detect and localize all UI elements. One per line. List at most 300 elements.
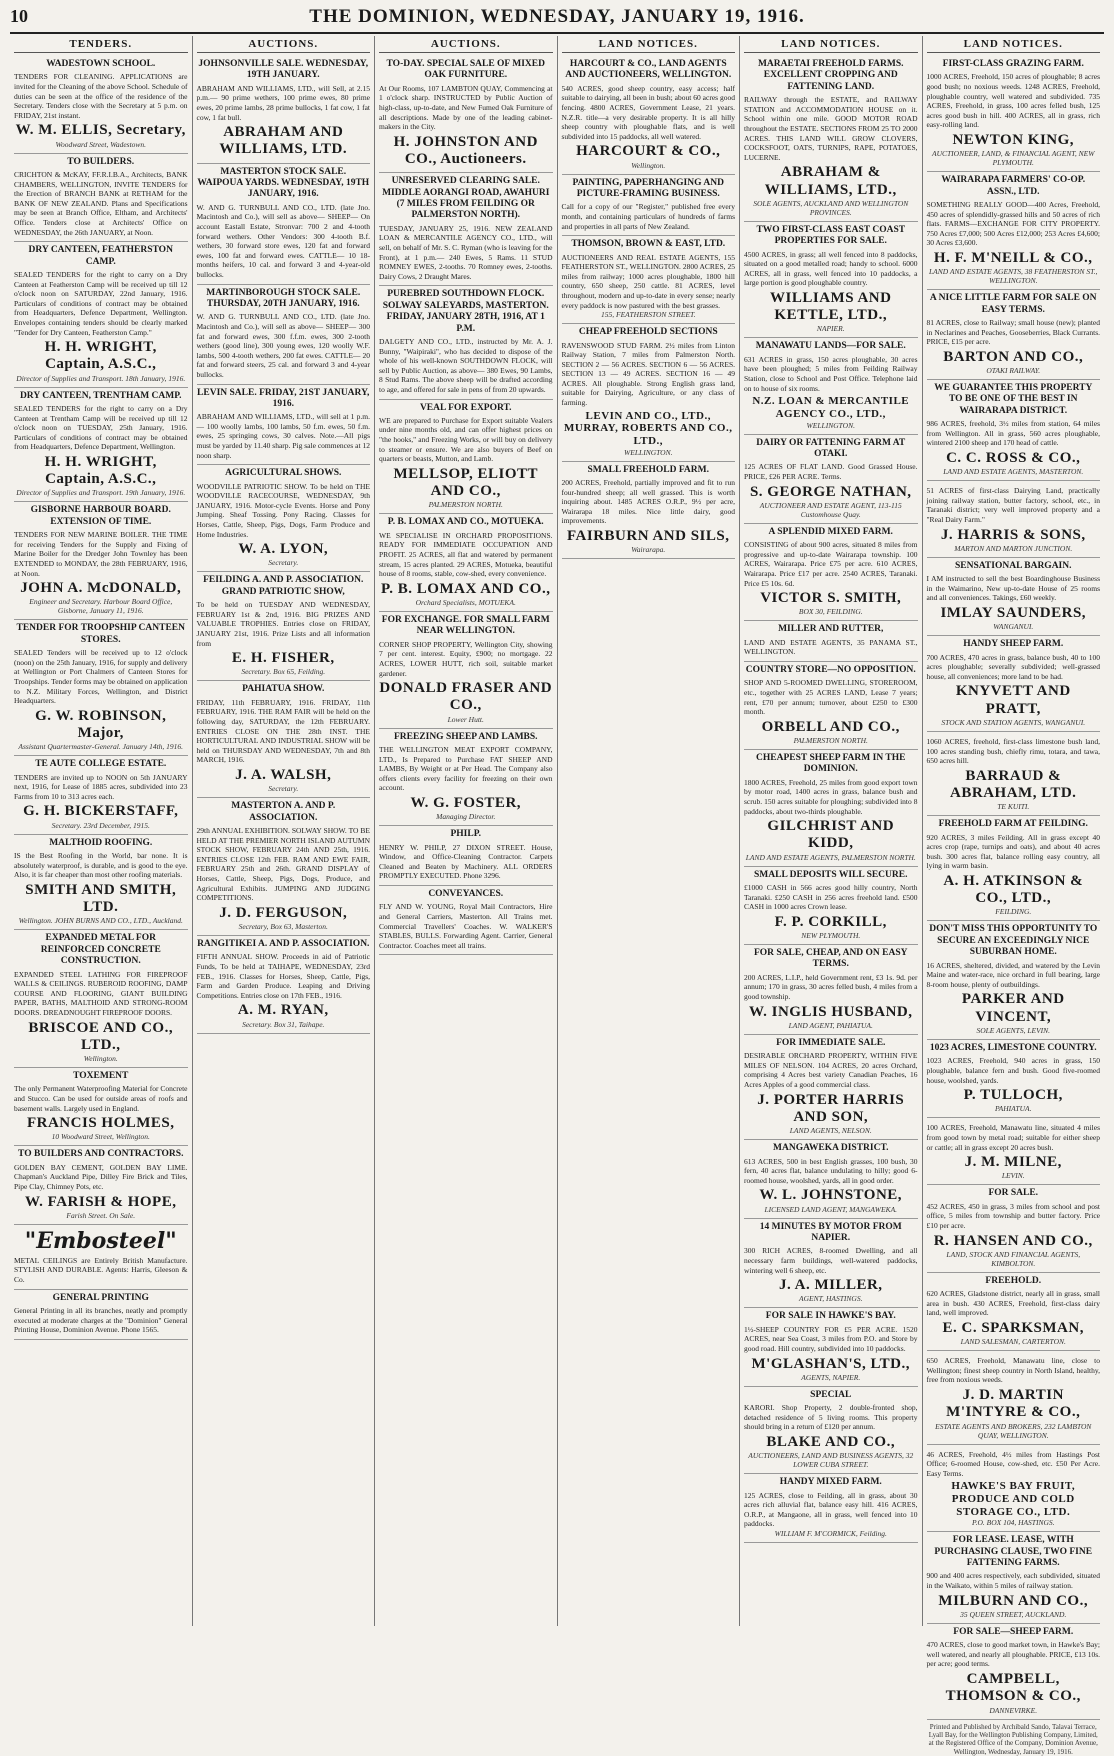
advertisement	[379, 56, 553, 173]
advertisement	[197, 465, 371, 572]
ad-signature: ORBELL AND CO.,	[744, 719, 918, 736]
advertisement	[744, 867, 918, 945]
ad-heading: AGRICULTURAL SHOWS.	[197, 468, 371, 479]
ad-signature: W. L. JOHNSTONE,	[744, 1187, 918, 1204]
ad-body-text: General Printing in all its branches, neatly and promptly executed at moderate charges at the "Dominion" General Printing House, Dominion Avenue. Phone 1565.	[14, 1306, 188, 1335]
column-heading: LAND NOTICES.	[744, 36, 918, 53]
ad-signature: W. M. ELLIS, Secretary,	[14, 122, 188, 139]
ad-address: Managing Director.	[379, 812, 553, 821]
ad-address: NAPIER.	[744, 324, 918, 333]
masthead-title: THE DOMINION, WEDNESDAY, JANUARY 19, 1916.	[70, 6, 1044, 28]
ad-body-text: SEALED TENDERS for the right to carry on a Dry Canteen at Trentham Camp will be received up till 12 o'clock noon on TUESDAY, 25th January, 1916. Particulars of conditions of contract may be obtained from Headquarters, Defence Department, Wellington.	[14, 404, 188, 452]
advertisement	[14, 930, 188, 1068]
ad-signature: MELLSOP, ELIOTT AND CO.,	[379, 466, 553, 501]
ad-signature: J. PORTER HARRIS AND SON,	[744, 1092, 918, 1127]
ad-address: Wairarapa.	[562, 545, 736, 554]
ad-address: 10 Woodward Street, Wellington.	[14, 1132, 188, 1141]
ad-body-text: EXPANDED STEEL LATHING FOR FIREPROOF WALLS & CEILINGS. RUBEROID ROOFING, DAMP COURSE AND FLOORING, GIANT BUILDING PAPER, BATHS, MALTHOID AND STRONG-ROOM DOORS. DREADNOUGHT FIREPROOF DOORS.	[14, 970, 188, 1018]
ad-body-text: SEALED TENDERS for the right to carry on a Dry Canteen at Featherston Camp will be received up till 12 o'clock noon on SATURDAY, 22nd January, 1916. Particulars of conditions of contract may be obtained from Headquarters, Defence Department, Wellington. Envelopes containing tenders should be clearly marked "Tender for Dry Canteen, Featherston Camp."	[14, 270, 188, 337]
ad-body-text: 51 ACRES of first-class Dairying Land, practically joining railway station, butter factory, school, etc., in Taranaki district; very well improved property and a "Real Dairy Farm."	[927, 486, 1101, 524]
ad-address: Farish Street. On Sale.	[14, 1211, 188, 1220]
ad-heading: MALTHOID ROOFING.	[14, 838, 188, 849]
column-heading: AUCTIONS.	[379, 36, 553, 53]
ad-signature: W. FARISH & HOPE,	[14, 1194, 188, 1211]
ad-body-text: 46 ACRES, Freehold, 4½ miles from Hastings Post Office; 6-roomed House, cow-shed, etc. £50 Per Acre. Easy Terms.	[927, 1450, 1101, 1479]
ad-address: Engineer and Secretary. Harbour Board Office, Gisborne, January 11, 1916.	[14, 597, 188, 615]
ad-heading: FEILDING A. AND P. ASSOCIATION. GRAND PATRIOTIC SHOW,	[197, 575, 371, 598]
ad-heading: WE GUARANTEE THIS PROPERTY TO BE ONE OF THE BEST IN WAIRARAPA DISTRICT.	[927, 383, 1101, 417]
advertisement	[562, 175, 736, 237]
ad-body-text: SEALED Tenders will be received up to 12 o'clock (noon) on the 25th January, 1916, for supply and delivery at Wellington or Port Chalmers of Canteen Stores for Troopships. Tender forms may be obtained on application to N.Z. Military Forces, Wellington, and District Headquarters.	[14, 648, 188, 706]
ad-heading: MARTINBOROUGH STOCK SALE. THURSDAY, 20TH JANUARY, 1916.	[197, 288, 371, 311]
advertisement	[562, 324, 736, 461]
advertisement	[744, 662, 918, 750]
advertisement	[744, 1035, 918, 1140]
ad-body-text: LAND AND ESTATE AGENTS, 35 PANAMA ST., WELLINGTON.	[744, 638, 918, 657]
ad-signature: C. C. ROSS & CO.,	[927, 450, 1101, 467]
ad-address: Secretary. Box 31, Taihape.	[197, 1020, 371, 1029]
advertisement	[197, 936, 371, 1034]
ad-body-text: TENDERS FOR CLEANING. APPLICATIONS are invited for the Cleaning of the above School. Schedule of duties can be seen at the office of the residence of the Secretary. Tenders close with the Secretary at 5 p.m. on FRIDAY, 21st instant.	[14, 72, 188, 120]
ad-signature: E. H. FISHER,	[197, 650, 371, 667]
ad-signature: WILLIAMS AND KETTLE, LTD.,	[744, 290, 918, 325]
ad-address: LAND AGENTS, NELSON.	[744, 1126, 918, 1135]
advertisement	[379, 400, 553, 515]
advertisement	[744, 1219, 918, 1309]
advertisement	[927, 1185, 1101, 1272]
advertisement	[927, 380, 1101, 481]
ad-heading: COUNTRY STORE—NO OPPOSITION.	[744, 665, 918, 676]
ad-address: LEVIN.	[927, 1171, 1101, 1180]
ad-heading: GISBORNE HARBOUR BOARD. EXTENSION OF TIME.	[14, 505, 188, 528]
ad-address: Director of Supplies and Transport. 18th January, 1916.	[14, 374, 188, 383]
advertisement	[927, 1624, 1101, 1720]
ad-signature: IMLAY SAUNDERS,	[927, 605, 1101, 622]
ad-body-text: RAILWAY through the ESTATE, and RAILWAY STATION and ACCOMMODATION HOUSE on it. School within one mile. GOOD MOTOR ROAD throughout the ESTATE. SECTIONS FROM 25 TO 2000 ACRES. THIS LAND WILL GROW CLOVERS, COCKSFOOT, OATS, TURNIPS, RAPE, POTATOES, LUCERNE.	[744, 95, 918, 162]
ad-body-text: 470 ACRES, close to good market town, in Hawke's Bay; well watered, and nearly all ploughable. PRICE, £13 10s. per acre; good terms.	[927, 1640, 1101, 1669]
ad-body-text: TENDERS are invited up to NOON on 5th JANUARY next, 1916, for Lease of 1885 acres, subdivided into 23 Farms from 10 to 313 acres each.	[14, 773, 188, 802]
advertisement	[927, 290, 1101, 380]
advertisement	[379, 612, 553, 729]
imprint-footer: Printed and Published by Archibald Sando, Talavai Terrace, Lyall Bay, for the Wellington Publishing Company, Limited, at the Registered Office of the Company, Dominion Avenue, Wellington, Wednesday, January 19, 1916.	[927, 1720, 1101, 1756]
ad-signature: J. A. WALSH,	[197, 767, 371, 784]
ad-heading: PAINTING, PAPERHANGING AND PICTURE-FRAMING BUSINESS.	[562, 178, 736, 201]
ad-heading: FREEZING SHEEP AND LAMBS.	[379, 732, 553, 743]
advertisement	[14, 1225, 188, 1290]
advertisement	[197, 285, 371, 385]
ad-address: NEW PLYMOUTH.	[744, 931, 918, 940]
ad-signature: M'GLASHAN'S, LTD.,	[744, 1356, 918, 1373]
ad-signature: W. A. LYON,	[197, 541, 371, 558]
column-heading: LAND NOTICES.	[927, 36, 1101, 53]
ad-body-text: THE WELLINGTON MEAT EXPORT COMPANY, LTD., Is Prepared to Purchase FAT SHEEP AND LAMBS, By Weight or at Per Head. The Company also offers clients every facility for freezing on their own account.	[379, 745, 553, 793]
ad-heading: MANAWATU LANDS—FOR SALE.	[744, 341, 918, 352]
ad-signature: H. F. M'NEILL & CO.,	[927, 250, 1101, 267]
advertisement	[927, 558, 1101, 636]
ad-body-text: 986 ACRES, freehold, 3½ miles from station, 64 miles from Wellington. All in grass, 560 acres ploughable, wintered 2100 sheep and 170 head of cattle.	[927, 419, 1101, 448]
ad-heading: TENDER FOR TROOPSHIP CANTEEN STORES.	[14, 623, 188, 646]
ad-body-text: 1060 ACRES, freehold, first-class limestone bush land, 100 acres standing bush, chiefly rimu, totara, and tawa, 650 acres hill.	[927, 737, 1101, 766]
ad-address: Lower Hutt.	[379, 715, 553, 724]
ad-signature: KNYVETT AND PRATT,	[927, 683, 1101, 718]
ad-address: AGENTS, NAPIER.	[744, 1373, 918, 1382]
ad-address: WELLINGTON.	[562, 448, 736, 457]
column-heading: TENDERS.	[14, 36, 188, 53]
ad-heading: TOXEMENT	[14, 1071, 188, 1082]
advertisement	[197, 385, 371, 466]
advertisement	[14, 502, 188, 620]
ad-body-text: The only Permanent Waterproofing Material for Concrete and Stucco. Can be used for outside areas of roofs and basement walls. Largely used in England.	[14, 1084, 188, 1113]
ad-heading: RANGITIKEI A. AND P. ASSOCIATION.	[197, 939, 371, 950]
ad-signature: FRANCIS HOLMES,	[14, 1115, 188, 1132]
advertisement	[562, 56, 736, 175]
advertisement	[927, 1351, 1101, 1444]
ad-signature: LEVIN AND CO., LTD., MURRAY, ROBERTS AND CO., LTD.,	[562, 410, 736, 448]
advertisement	[927, 1118, 1101, 1185]
ad-body-text: 300 RICH ACRES, 8-roomed Dwelling, and all necessary farm buildings, well-watered paddocks, wintering well 6 sheep, etc.	[744, 1246, 918, 1275]
advertisement	[14, 154, 188, 243]
column-1	[10, 36, 193, 1626]
advertisement	[927, 1445, 1101, 1533]
ad-address: LAND AND ESTATE AGENTS, PALMERSTON NORTH.	[744, 853, 918, 862]
ad-body-text: 81 ACRES, close to Railway; small house (new); planted in Neclarines and Peaches, Gooseberries, Black Currants. PRICE, £15 per acre.	[927, 318, 1101, 347]
ad-address: Woodward Street, Wadestown.	[14, 140, 188, 149]
ad-signature: BRISCOE AND CO., LTD.,	[14, 1020, 188, 1055]
ad-address: DANNEVIRKE.	[927, 1706, 1101, 1715]
advertisement	[14, 1146, 188, 1224]
advertisement	[744, 1474, 918, 1543]
ad-heading: TO BUILDERS.	[14, 157, 188, 168]
ad-body-text: 631 ACRES in grass, 150 acres ploughable, 30 acres have been ploughed; 5 miles from Feilding Railway Station, close to School and Post Office. Telephone laid on to house of six rooms.	[744, 355, 918, 393]
ad-body-text: IS the Best Roofing in the World, bar none. It is absolutely waterproof, is durable, and is good to the eye. Also, it is far cheaper than most other roofing materials.	[14, 851, 188, 880]
ad-body-text: 620 ACRES, Gladstone district, nearly all in grass, small area in bush. 430 ACRES, Freehold, first-class dairy land, well improved.	[927, 1289, 1101, 1318]
ad-signature: MILBURN AND CO.,	[927, 1593, 1101, 1610]
ad-heading: FOR SALE—SHEEP FARM.	[927, 1627, 1101, 1638]
ad-body-text: CORNER SHOP PROPERTY, Wellington City, showing 7 per cent. interest. Equity, £900; no mortgage. 22 ACRES, LOWER HUTT, rich soil, suitable market gardener.	[379, 640, 553, 678]
advertisement	[379, 173, 553, 286]
advertisement	[927, 732, 1101, 816]
advertisement	[744, 945, 918, 1035]
ad-address: Director of Supplies and Transport. 19th January, 1916.	[14, 488, 188, 497]
ad-signature: S. GEORGE NATHAN,	[744, 484, 918, 501]
ad-signature: BARRAUD & ABRAHAM, LTD.	[927, 768, 1101, 803]
ad-heading: UNRESERVED CLEARING SALE. MIDDLE AORANGI ROAD, AWAHURI (7 MILES FROM FEILDING OR PALMERSTON NORTH).	[379, 176, 553, 222]
ad-signature: BARTON AND CO.,	[927, 349, 1101, 366]
advertisement	[14, 1068, 188, 1146]
ad-body-text: 125 ACRES, close to Feilding, all in grass, about 30 acres rich alluvial flat, balance easy hill. 416 ACRES, O.R.P., at Mangaone, all in grass, well fenced into 10 paddocks.	[744, 1491, 918, 1529]
ad-signature: E. C. SPARKSMAN,	[927, 1320, 1101, 1337]
ad-address: WILLIAM F. M'CORMICK, Feilding.	[744, 1529, 918, 1538]
ad-signature: H. JOHNSTON AND CO., Auctioneers.	[379, 134, 553, 169]
ad-body-text: DALGETY AND CO., LTD., instructed by Mr. A. J. Bunny, "Waipiraki", who has decided to dispose of the whole of his well-known SOUTHDOWN FLOCK, will sell by Public Auction, as above— 380 Ewes, 90 Lambs, 8 Stud Rams. The above sheep will be drafted according to age, and offered for sale in pens of from 20 upwards.	[379, 337, 553, 395]
advertisement	[379, 826, 553, 886]
advertisement	[744, 435, 918, 524]
ad-heading: A SPLENDID MIXED FARM.	[744, 527, 918, 538]
ad-signature: GILCHRIST AND KIDD,	[744, 818, 918, 853]
ad-signature: ABRAHAM & WILLIAMS, LTD.,	[744, 164, 918, 199]
ad-heading: PAHIATUA SHOW.	[197, 684, 371, 695]
ad-signature: H. H. WRIGHT, Captain, A.S.C.,	[14, 454, 188, 489]
ad-address: PAHIATUA.	[927, 1104, 1101, 1113]
ad-address: 155, FEATHERSTON STREET.	[562, 310, 736, 319]
ad-heading: THOMSON, BROWN & EAST, LTD.	[562, 239, 736, 250]
column-3	[375, 36, 558, 1626]
ad-address: AUCTIONEER AND ESTATE AGENT, 113-115 Customhouse Quay.	[744, 501, 918, 519]
ad-address: Secretary, Box 63, Masterton.	[197, 922, 371, 931]
ad-signature: JOHN A. McDONALD,	[14, 580, 188, 597]
advertisement	[14, 756, 188, 834]
ad-heading: FOR LEASE. LEASE, WITH PURCHASING CLAUSE, TWO FINE FATTENING FARMS.	[927, 1535, 1101, 1569]
ad-signature: VICTOR S. SMITH,	[744, 590, 918, 607]
ad-body-text: HENRY W. PHILP, 27 DIXON STREET. House, Window, and Office-Cleaning Contractor. Carpets Cleaned and Beaten by Machinery. ALL ORDERS PROMPTLY EXECUTED. Phone 3296.	[379, 843, 553, 881]
ad-address: LAND, STOCK AND FINANCIAL AGENTS, KIMBOLTON.	[927, 1250, 1101, 1268]
ad-signature: P. TULLOCH,	[927, 1087, 1101, 1104]
ad-heading: MILLER AND RUTTER,	[744, 624, 918, 635]
ad-address: P.O. BOX 104, HASTINGS.	[927, 1518, 1101, 1527]
ad-heading: SMALL DEPOSITS WILL SECURE.	[744, 870, 918, 881]
ad-heading: PHILP.	[379, 829, 553, 840]
ad-address: PALMERSTON NORTH.	[379, 500, 553, 509]
ad-address: LAND AND ESTATE AGENTS, 38 FEATHERSTON ST., WELLINGTON.	[927, 267, 1101, 285]
advertisement	[744, 338, 918, 434]
column-6	[923, 36, 1105, 1626]
ad-signature: SMITH AND SMITH, LTD.	[14, 882, 188, 917]
ad-body-text: TENDERS FOR NEW MARINE BOILER. THE TIME for receiving Tenders for the Supply and Fixing of Marine Boiler for the Dredger John Townley has been EXTENDED to MONDAY, the 28th FEBRUARY, 1916, at Noon.	[14, 530, 188, 578]
ad-signature: CAMPBELL, THOMSON & CO.,	[927, 1671, 1101, 1706]
ad-heading: A NICE LITTLE FARM FOR SALE ON EASY TERMS.	[927, 293, 1101, 316]
ad-body-text: 540 ACRES, good sheep country, easy access; half suitable to dairying, all been in bush; about 60 acres good fencing. 4800 ACRES, Government Lease, 21 years. N.Z.R. title—a very desirable property. It is all hilly sheep country with ploughable flats, and is well subdivided into 15 paddocks, all well watered.	[562, 84, 736, 142]
column-heading: AUCTIONS.	[197, 36, 371, 53]
advertisement	[197, 572, 371, 681]
ad-body-text: WOODVILLE PATRIOTIC SHOW. To be held on THE WOODVILLE RACECOURSE, WEDNESDAY, 9th JANUARY, 1916. Motor-cycle Events. Horse and Pony Jumping. Sheaf Tossing. Pony Racing. Classes for Horses, Cattle, Sheep, Pigs, Dogs, Farm Produce and Home Industries.	[197, 482, 371, 540]
ad-heading: EXPANDED METAL FOR REINFORCED CONCRETE CONSTRUCTION.	[14, 933, 188, 967]
advertisement	[14, 56, 188, 154]
advertisement	[379, 286, 553, 399]
ad-heading: HARCOURT & CO., LAND AGENTS AND AUCTIONEERS, WELLINGTON.	[562, 59, 736, 82]
ad-signature: G. H. BICKERSTAFF,	[14, 803, 188, 820]
ad-heading: WAIRARAPA FARMERS' CO-OP. ASSN., LTD.	[927, 175, 1101, 198]
ad-body-text: FLY AND W. YOUNG, Royal Mail Contractors, Hire and General Carriers, Masterton. All Trains met. Commercial Travellers' Coaches. W. WALKER'S STABLES, BULLS. Forwarding Agent. Carrier, General Contractor. Coaches meet all trains.	[379, 902, 553, 950]
ad-body-text: KARORI. Shop Property, 2 double-fronted shop, detached residence of 5 living rooms. This property should bring in a return of £120 per annum.	[744, 1403, 918, 1432]
ad-body-text: To be held on TUESDAY AND WEDNESDAY, FEBRUARY 1st & 2nd, 1916. BIG PRIZES AND VALUABLE TROPHIES. Entries close on FRIDAY, JANUARY 21st, 1916. Prize Lists and all information from	[197, 600, 371, 648]
ad-body-text: RAVENSWOOD STUD FARM. 2½ miles from Linton Railway Station, 7 miles from Palmerston North. SECTION 2 — 56 ACRES. SECTION 6 — 56 ACRES. SECTION 13 — 49 ACRES. SECTION 16 — 49 ACRES. All ploughable. Strong English grass land, suitable for Dairying, Agriculture, or any class of farming.	[562, 341, 736, 408]
ad-body-text: 650 ACRES, Freehold, Manawatu line, close to Wellington; finest sheep country in North Island, healthy, free from noxious weeds.	[927, 1356, 1101, 1385]
column-heading: LAND NOTICES.	[562, 36, 736, 53]
ad-body-text: W. AND G. TURNBULL AND CO., LTD. (late Jno. Macintosh and Co.), will sell as above— SHEEP— On account Eastall Estate, Stronvar: 700 2 and 4-tooth forward wethers. Other Vendors: 300 4-tooth B.f. wethers, 30 forward store ewes, 120 fat and forward ewes, 100 fat and forward ewes. CATTLE— 10 18-months heifers, 10 cal. and forward 3 and 4-year-old bullocks.	[197, 203, 371, 280]
advertisement	[379, 729, 553, 827]
ad-body-text: SOMETHING REALLY GOOD—400 Acres, Freehold, 450 acres of splendidly-grassed hills and 50 acres of rich flats. FARMS—EXCHANGE FOR CITY PROPERTY. 750 Acres £7,000; 500 Acres £12,000; 253 Acres £4,600; 30 Acres £3,600.	[927, 200, 1101, 248]
ad-address: Secretary.	[197, 558, 371, 567]
advertisement	[562, 236, 736, 324]
ad-body-text: SHOP AND 5-ROOMED DWELLING, STOREROOM, etc., together with 25 ACRES LAND, Lease 7 years; rent, £70 per annum; turnover, about £250 to £300 month.	[744, 678, 918, 716]
ad-signature: J. D. FERGUSON,	[197, 905, 371, 922]
advertisement	[379, 886, 553, 955]
ad-body-text: 4500 ACRES, in grass; all well fenced into 8 paddocks, situated on a good metalled road; handy to school. 6000 ACRES, all in grass, well fenced into 10 paddocks, a large portion is good ploughable country.	[744, 250, 918, 288]
ad-body-text: GOLDEN BAY CEMENT, GOLDEN BAY LIME. Chapman's Auckland Pipe, Dilley Fire Brick and Tiles, Pipe Clay, Chimney Pots, etc.	[14, 1163, 188, 1192]
ad-address: WANGANUI.	[927, 622, 1101, 631]
ad-body-text: Call for a copy of our "Register," published free every month, and containing particulars of hundreds of farms and properties in all parts of New Zealand.	[562, 202, 736, 231]
column-5	[740, 36, 923, 1626]
advertisement	[927, 636, 1101, 732]
ad-heading: JOHNSONVILLE SALE. WEDNESDAY, 19TH JANUARY.	[197, 59, 371, 82]
ad-address: AUCTIONEER, LAND, & FINANCIAL AGENT, NEW PLYMOUTH.	[927, 149, 1101, 167]
ad-address: FEILDING.	[927, 907, 1101, 916]
ad-body-text: 200 ACRES, L.I.P., held Government rent, £3 1s. 9d. per annum; 170 in grass, 30 acres felled bush, 4 miles from a good township.	[744, 973, 918, 1002]
ad-heading: SPECIAL	[744, 1390, 918, 1401]
ad-address: PALMERSTON NORTH.	[744, 736, 918, 745]
ad-signature: N.Z. LOAN & MERCANTILE AGENCY CO., LTD.,	[744, 395, 918, 420]
ad-heading: HANDY MIXED FARM.	[744, 1477, 918, 1488]
ad-heading: FREEHOLD FARM AT FEILDING.	[927, 819, 1101, 830]
ad-body-text: FRIDAY, 11th FEBRUARY, 1916. FRIDAY, 11th FEBRUARY, 1916. THE RAM FAIR will be held on the following day, SATURDAY, the 12th FEBRUARY. ENTRIES CLOSE ON THE 28th INST. THE HORTICULTURAL AND INDUSTRIAL SHOW will be held on THURSDAY AND WEDNESDAY, 7th and 8th MARCH, 1916.	[197, 698, 371, 765]
ad-address: SOLE AGENTS, LEVIN.	[927, 1026, 1101, 1035]
ad-heading: FOR SALE.	[927, 1188, 1101, 1199]
ad-body-text: METAL CEILINGS are Entirely British Manufacture. STYLISH AND DURABLE. Agents: Harris, Gleeson & Co.	[14, 1256, 188, 1285]
ad-heading: FREEHOLD.	[927, 1276, 1101, 1287]
ad-signature: H. H. WRIGHT, Captain, A.S.C.,	[14, 339, 188, 374]
ad-signature: A. M. RYAN,	[197, 1002, 371, 1019]
ad-heading: SENSATIONAL BARGAIN.	[927, 561, 1101, 572]
ad-heading: 1023 ACRES, LIMESTONE COUNTRY.	[927, 1043, 1101, 1054]
ad-signature: HARCOURT & CO.,	[562, 143, 736, 160]
ad-signature: ABRAHAM AND WILLIAMS, LTD.	[197, 124, 371, 159]
ad-heading: VEAL FOR EXPORT.	[379, 403, 553, 414]
ad-signature: J. M. MILNE,	[927, 1154, 1101, 1171]
ad-body-text: TUESDAY, JANUARY 25, 1916. NEW ZEALAND LOAN & MERCANTILE AGENCY CO., LTD., will sell, on behalf of Mr. S. C. Ryman (who is leaving for the Front), at 1 p.m.— 240 Ewes, 5 Rams. 11 STUD ROMNEY EWES, 2-tooths. 70 Romney ewes, 2-tooths. Dairy Cows, 2 Draught Mares.	[379, 224, 553, 282]
advertisement	[927, 481, 1101, 558]
advertisement	[927, 1532, 1101, 1624]
ad-address: LAND AGENT, PAHIATUA.	[744, 1021, 918, 1030]
ad-body-text: DESIRABLE ORCHARD PROPERTY, WITHIN FIVE MILES OF NELSON. 104 ACRES, 20 acres Orchard, comprising 4 Acres best variety Canadian Peaches, 16 Acres Apples of a good commercial class.	[744, 1051, 918, 1089]
ad-address: AUCTIONEERS, LAND AND BUSINESS AGENTS, 32 LOWER CUBA STREET.	[744, 1451, 918, 1469]
ad-signature: G. W. ROBINSON, Major,	[14, 708, 188, 743]
advertisement	[14, 620, 188, 756]
advertisement	[927, 1040, 1101, 1118]
ad-heading: PUREBRED SOUTHDOWN FLOCK. SOLWAY SALEYARDS, MASTERTON. FRIDAY, JANUARY 28TH, 1916, AT 1 P.M.	[379, 289, 553, 335]
ad-heading: MASTERTON STOCK SALE. WAIPOUA YARDS. WEDNESDAY, 19TH JANUARY, 1916.	[197, 167, 371, 201]
ad-address: Assistant Quartermaster-General. January 14th, 1916.	[14, 742, 188, 751]
ad-body-text: 700 ACRES, 470 acres in grass, balance bush, 40 to 100 acres ploughable; severally subdivided; well-grassed house, all conveniences; more land to be had.	[927, 653, 1101, 682]
advertisement	[927, 921, 1101, 1039]
ad-body-text: 613 ACRES, 500 in best English grasses, 100 bush, 30 fern, 40 acres flat, balance undulating to hilly; good 6-roomed house, woolshed, yards, all in good order.	[744, 1157, 918, 1186]
ad-signature: W. G. FOSTER,	[379, 795, 553, 812]
ad-heading: HANDY SHEEP FARM.	[927, 639, 1101, 650]
advertisement	[14, 242, 188, 387]
ad-signature: PARKER AND VINCENT,	[927, 991, 1101, 1026]
advertisement	[197, 164, 371, 285]
ad-heading: LEVIN SALE. FRIDAY, 21ST JANUARY, 1916.	[197, 388, 371, 411]
ad-body-text: 1000 ACRES, Freehold, 150 acres of ploughable; 8 acres good bush; no noxious weeds. 1248 ACRES, Freehold, ploughable country, well watered and subdivided. 735 ACRES, Freehold, in grass, 100 acres felled bush, 125 acres good bush in hill. 400 ACRES, all in grass, rich easy-rolling land.	[927, 72, 1101, 130]
advertisement	[744, 524, 918, 622]
ad-address: Secretary. Box 65, Feilding.	[197, 667, 371, 676]
ad-address: Wellington. JOHN BURNS AND CO., LTD., Auckland.	[14, 916, 188, 925]
advertisement	[744, 222, 918, 339]
advertisement	[197, 681, 371, 798]
advertisement	[744, 1308, 918, 1386]
ad-body-text: WE are prepared to Purchase for Export suitable Vealers under nine months old, and can offer highest prices on "the hooks," and Freezing Works, or will buy on delivery to steamer or ensure. We are also buyers of Beef on quarters or beasts, Mutton, and Lamb.	[379, 416, 553, 464]
ad-address: STOCK AND STATION AGENTS, WANGANUI.	[927, 718, 1101, 727]
ad-signature: P. B. LOMAX AND CO.,	[379, 581, 553, 598]
advertisement	[927, 172, 1101, 290]
ad-address: Wellington.	[14, 1054, 188, 1063]
masthead	[10, 6, 1104, 34]
advertisement	[927, 1273, 1101, 1351]
ad-heading: 14 MINUTES BY MOTOR FROM NAPIER.	[744, 1222, 918, 1245]
ad-address: AGENT, HASTINGS.	[744, 1294, 918, 1303]
ad-heading: GENERAL PRINTING	[14, 1293, 188, 1304]
ad-heading: TO BUILDERS AND CONTRACTORS.	[14, 1149, 188, 1160]
ad-body-text: ABRAHAM AND WILLIAMS, LTD., will Sell, at 2.15 p.m.— 90 prime wethers, 100 prime ewes, 80 prime ewes, 20 prime lambs, 28 prime bullocks, 1 fat cow, 1 fat cow, 1 fat bull.	[197, 84, 371, 122]
ad-address: MARTON AND MARTON JUNCTION.	[927, 544, 1101, 553]
ad-heading: TO-DAY. SPECIAL SALE OF MIXED OAK FURNITURE.	[379, 59, 553, 82]
ad-body-text: AUCTIONEERS AND REAL ESTATE AGENTS, 155 FEATHERSTON ST., WELLINGTON. 2800 ACRES, 25 miles from railway; 1000 acres ploughable, 1800 hill country, 650 sheep, 250 cattle. 81 ACRES, level throughout, modern and up-to-date in every sense; nearly every paddock is now pastured with the best grasses.	[562, 253, 736, 311]
ad-body-text: CRICHTON & McKAY, FF.R.I.B.A., Architects, BANK CHAMBERS, WELLINGTON, INVITE TENDERS for the Erection of BRANCH BANK at RETHAM for the BANK OF NEW ZEALAND. Plans and Specifications may be seen at Branch Office, Eltham, and Architects' Office. Tenders close at Architects' Office on WEDNESDAY, the 26th JANUARY, at Noon.	[14, 170, 188, 237]
column-2	[193, 36, 376, 1626]
ad-address: LAND AND ESTATE AGENTS, MASTERTON.	[927, 467, 1101, 476]
ad-body-text: I AM instructed to sell the best Boardinghouse Business in the Waimarino, New up-to-date House of 25 rooms and all conveniences. Takings, £60 weekly.	[927, 574, 1101, 603]
ad-body-text: 16 ACRES, sheltered, divided, and watered by the Levin Maine and water-race, nice orchard in full bearing, large 8-room house, plenty of outbuildings.	[927, 961, 1101, 990]
advertisement	[197, 56, 371, 164]
ad-heading: DRY CANTEEN, FEATHERSTON CAMP.	[14, 245, 188, 268]
ad-heading: WADESTOWN SCHOOL.	[14, 59, 188, 70]
ad-heading: CHEAP FREEHOLD SECTIONS	[562, 327, 736, 338]
ad-body-text: 452 ACRES, 450 in grass, 3 miles from school and post office, 5 miles from township and butter factory. Price £10 per acre.	[927, 1202, 1101, 1231]
ad-body-text: W. AND G. TURNBULL AND CO., LTD. (late Jno. Macintosh and Co.), will sell as above— SHEEP— 300 fat and forward ewes, 300 f.f.m. ewes, 300 2-tooth wethers (good line), 300 young ewes, 120 woolly W.F. lambs, 500 4-tooth wethers, 200 fat ewes. CATTLE— 20 fat and forward steers, 25 cal. and forward 3 and 4-year bullocks.	[197, 312, 371, 379]
advertisement	[744, 621, 918, 662]
ad-body-text: 125 ACRES OF FLAT LAND. Good Grassed House. PRICE, £26 PER ACRE. Terms.	[744, 462, 918, 481]
ad-body-text: 1800 ACRES, Freehold, 25 miles from good export town by motor road, 1400 acres in grass, balance bush and scrub. 150 acres suitable for ploughing; subdivided into 8 paddocks, about two-thirds ploughable.	[744, 778, 918, 816]
ad-heading: FOR IMMEDIATE SALE.	[744, 1038, 918, 1049]
ad-signature: J. A. MILLER,	[744, 1277, 918, 1294]
ad-heading: TE AUTE COLLEGE ESTATE.	[14, 759, 188, 770]
advertisement	[744, 56, 918, 222]
ad-signature: BLAKE AND CO.,	[744, 1434, 918, 1451]
advertisement	[744, 750, 918, 867]
ad-body-text: 900 and 400 acres respectively, each subdivided, situated in the Waikato, within 5 miles of railway station.	[927, 1571, 1101, 1590]
ad-body-text: 29th ANNUAL EXHIBITION. SOLWAY SHOW. TO BE HELD AT THE PREMIER NORTH ISLAND AUTUMN STOCK SHOW, FEBRUARY 24th AND 25th, 1916. ENTRIES CLOSE 12th FEB. RAM AND EWE FAIR, FEBRUARY 25th and 26th. GRAND DISPLAY of Horses, Cattle, Sheep, Pigs, Dogs, Produce, and Agricultural Exhibits. JUMPING AND JUDGING COMPETITIONS.	[197, 826, 371, 903]
ad-address: TE KUITI.	[927, 802, 1101, 811]
ad-signature: J. HARRIS & SONS,	[927, 527, 1101, 544]
ad-address: OTAKI RAILWAY.	[927, 366, 1101, 375]
ad-signature: DONALD FRASER AND CO.,	[379, 680, 553, 715]
advertisement	[562, 462, 736, 560]
ad-address: BOX 30, FEILDING.	[744, 607, 918, 616]
advertisement	[197, 798, 371, 936]
ad-signature: W. INGLIS HUSBAND,	[744, 1004, 918, 1021]
ad-heading: FOR EXCHANGE. FOR SMALL FARM NEAR WELLINGTON.	[379, 615, 553, 638]
ad-body-text: 1023 ACRES, Freehold, 940 acres in grass, 150 ploughable, balance fern and bush. Good five-roomed house, woolshed, yards.	[927, 1056, 1101, 1085]
ad-address: SOLE AGENTS, AUCKLAND AND WELLINGTON PROVINCES.	[744, 199, 918, 217]
ad-body-text: At Our Rooms, 107 LAMBTON QUAY, Commencing at 1 o'clock sharp. INSTRUCTED by Public Auction of high-class, up-to-date, and New Fumed Oak Furniture of all descriptions. Made by one of the leading cabinet-makers in the City.	[379, 84, 553, 132]
ad-heading: FOR SALE, CHEAP, AND ON EASY TERMS.	[744, 948, 918, 971]
ad-heading: FOR SALE IN HAWKE'S BAY.	[744, 1311, 918, 1322]
ad-address: ESTATE AGENTS AND BROKERS, 232 LAMBTON QUAY, WELLINGTON.	[927, 1422, 1101, 1440]
ad-heading: FIRST-CLASS GRAZING FARM.	[927, 59, 1101, 70]
ad-heading: DRY CANTEEN, TRENTHAM CAMP.	[14, 391, 188, 402]
advertisement	[927, 56, 1101, 172]
ad-signature: R. HANSEN AND CO.,	[927, 1233, 1101, 1250]
ad-heading: P. B. LOMAX AND CO., MOTUEKA.	[379, 517, 553, 528]
advertisement	[14, 388, 188, 503]
ad-heading: DAIRY OR FATTENING FARM AT OTAKI.	[744, 438, 918, 461]
ad-address: Wellington.	[562, 161, 736, 170]
ad-signature: FAIRBURN AND SILS,	[562, 528, 736, 545]
ad-body-text: 200 ACRES, Freehold, partially improved and fit to run four-hundred sheep; all well grassed. This is worth inquiring about. 1485 ACRES O.R.P., 9½ per acre, Wairarapa 18 miles. Nice little dairy, good improvements.	[562, 478, 736, 526]
ad-body-text: £1000 CASH in 566 acres good hilly country, North Taranaki. £250 CASH in 256 acres freehold land. £500 CASH in 1000 acres Crown lease.	[744, 883, 918, 912]
ad-body-text: 100 ACRES, Freehold, Manawatu line, situated 4 miles from good town by metal road; suitable for either sheep or cattle; all in grass except 20 acres bush.	[927, 1123, 1101, 1152]
ad-body-text: WE SPECIALISE IN ORCHARD PROPOSITIONS. READY FOR IMMEDIATE OCCUPATION AND PROFIT. 25 ACRES, all flat and watered by permanent stream, 15 acres planted. 29 ACRES, Motueka, beautiful house of 8 rooms, stable, cow-shed, every convenience.	[379, 531, 553, 579]
ad-address: Secretary. 23rd December, 1915.	[14, 821, 188, 830]
